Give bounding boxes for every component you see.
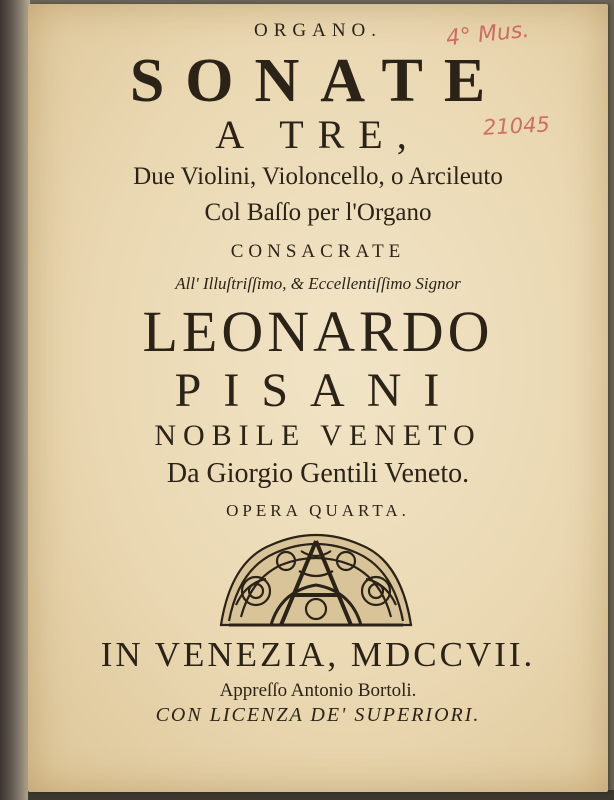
consacrate-line: CONSACRATE [230,241,406,262]
dedication-line: All' Illuſtriſſimo, & Eccellentiſſimo Signor [175,274,461,293]
book-spine-edge [0,0,30,800]
publisher-line: Appreſſo Antonio Bortoli. [219,680,417,701]
heading-organo: ORGANO. [253,20,383,41]
heading-a-tre: A TRE, [215,112,421,157]
instrumentation-line: Due Violini, Violoncello, o Arcileuto [133,163,503,190]
shelfmark-annotation: 4° Mus. [444,17,531,52]
license-line: CON LICENZA DE' SUPERIORI. [155,704,481,726]
dedicatee-surname: PISANI [174,364,462,417]
nobile-veneto-line: NOBILE VENETO [154,419,482,452]
opus-line: OPERA QUARTA. [226,501,410,520]
printer-ornament-monogram [211,521,421,633]
catalog-number-annotation: 21045 [482,112,551,140]
title-page [28,4,608,792]
composer-line: Da Giorgio Gentili Veneto. [166,458,470,489]
basso-line: Col Baſſo per l'Organo [204,199,432,226]
heading-sonate: SONATE [129,47,507,115]
dedicatee-first-name: LEONARDO [142,299,494,364]
imprint-line: IN VENEZIA, MDCCVII. [100,635,536,674]
